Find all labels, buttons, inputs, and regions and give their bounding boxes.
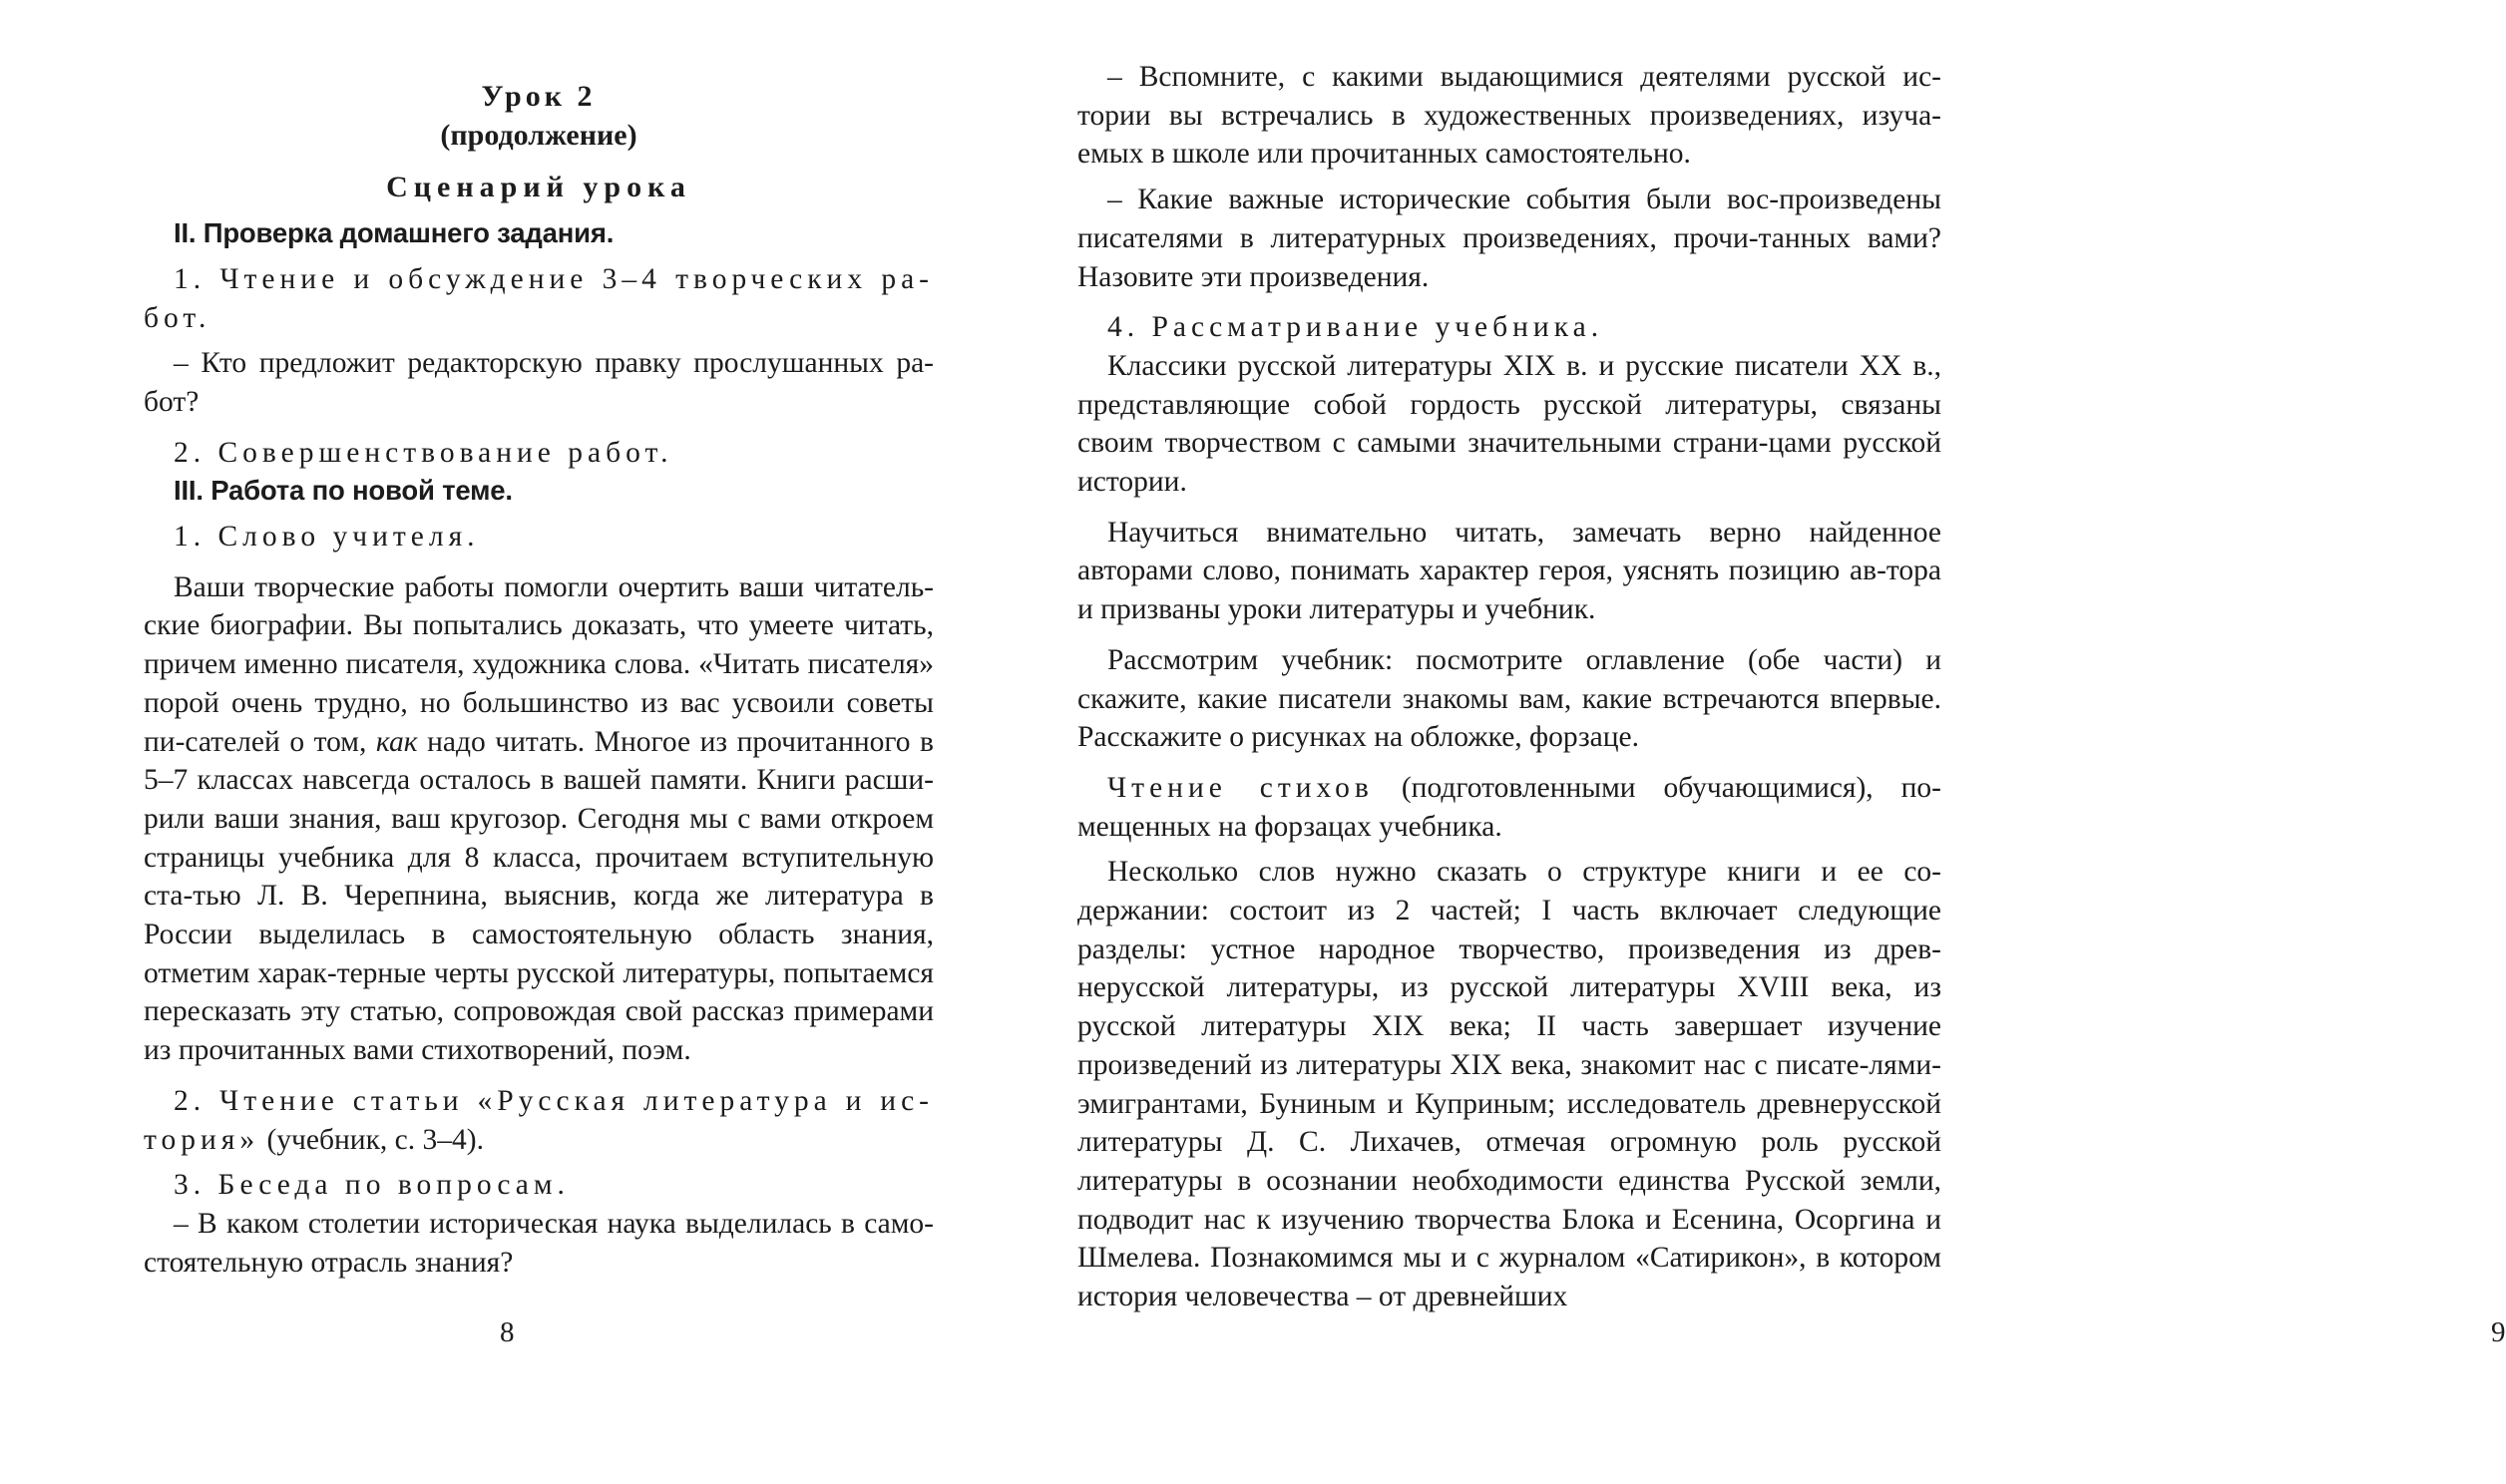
- paragraph-book-structure: Несколько слов нужно сказать о структуре книги и ее со-держании: состоит из 2 частей; I часть включает следующие разделы: устное народное творчество, произведения из древ-нерусской литературы, из русской литературы XVIII века, из русской литературы XIX века; II часть завершает изучение произведений из литературы XIX века, знакомит нас с писате-лями-эмигрантами, Буниным и Куприным; исследователь древнерусской литературы Д. С. Лихачев, отмечая огромную роль русской литературы в осознании необходимости единства Русской земли, подводит нас к изучению творчества Блока и Есенина, Осоргина и Шмелева. Познакомимся мы и с журналом «Сатирикон», в котором история человечества – от древнейших: [1077, 856, 1941, 1313]
- paragraph-reading-poems: [1077, 769, 1941, 846]
- teacher-text-part1: Ваши творческие работы помогли очертить ваши читатель-ские биографии. Вы попытались доказать, что умеете читать, причем именно писателя, художника слова. «Читать писателя» порой очень трудно, но большинство из вас усвоили советы пи-сателей о том,: [144, 570, 934, 758]
- right-page-text: [1077, 58, 1941, 1316]
- left-page: [0, 0, 998, 1484]
- item-teacher-word: 1. Слово учителя.: [174, 521, 480, 554]
- emphasized-word: как: [375, 725, 418, 758]
- question-historical-figures: – Вспомните, с какими выдающимися деятелями русской ис-тории вы встречались в художественных произведениях, изуча-емых в школе или прочитанных самостоятельно.: [1077, 61, 1941, 171]
- page-number: 8: [500, 1316, 515, 1348]
- reading-poems-tail: (подготовленными обучающимися), по-мещенных на форзацах учебника.: [1077, 771, 1942, 843]
- lesson-title: Урок 2: [481, 80, 597, 113]
- lesson-subtitle: (продолжение): [440, 118, 637, 152]
- item-conversation: 3. Беседа по вопросам.: [174, 1169, 570, 1202]
- right-page: [998, 0, 2506, 1484]
- item-reading-article-spaced: 2. Чтение статьи «Русская литература и ис-тория»: [144, 1084, 934, 1156]
- item-improving-works: 2. Совершенствование работ.: [174, 436, 673, 469]
- paragraph-learn-reading: Научиться внимательно читать, замечать верно найденное авторами слово, понимать характер героя, уяснять позицию ав-тора и призваны уроки литературы и учебник.: [1077, 516, 1941, 626]
- teacher-word-paragraph: [144, 568, 934, 1070]
- question-century: – В каком столетии историческая наука выделилась в само-стоятельную отрасль знания?: [144, 1207, 934, 1279]
- left-page-text: [144, 78, 934, 1282]
- paragraph-review-textbook: Рассмотрим учебник: посмотрите оглавление (обе части) и скажите, какие писатели знакомы вам, какие встречаются впервые. Расскажите о рисунках на обложке, форзаце.: [1077, 643, 1941, 754]
- section-heading-homework: II. Проверка домашнего задания.: [174, 217, 615, 249]
- teacher-text-part2: надо читать. Многое из прочитанного в 5–7 классах навсегда осталось в вашей памяти. Книги расши-рили ваши знания, ваш кругозор. Сегодня мы с вами откроем страницы учебника для 8 класса, прочитаем вступительную ста-тью Л. В. Черепнина, выяснив, когда же литература в России выделилась в самостоятельную область знания, отметим харак-терные черты русской литературы, попытаемся пересказать эту статью, сопровождая свой рассказ примерами из прочитанных вами стихотворений, поэм.: [144, 725, 934, 1067]
- item-reading-article-tail: (учебник, с. 3–4).: [266, 1123, 484, 1156]
- page-number: 9: [2491, 1316, 2506, 1348]
- item-reading-works: 1. Чтение и обсуждение 3–4 творческих ра-бот.: [144, 262, 934, 334]
- item-reading-article: [144, 1082, 934, 1159]
- question-editing: – Кто предложит редакторскую правку прослушанных ра-бот?: [144, 347, 934, 418]
- item-textbook-review: 4. Рассматривание учебника.: [1107, 311, 1604, 344]
- reading-poems-spaced: Чтение стихов: [1107, 771, 1374, 804]
- section-heading-new-topic: III. Работа по новой теме.: [174, 475, 513, 507]
- paragraph-classics: Классики русской литературы XIX в. и русские писатели XX в., представляющие собой гордость русской литературы, связаны своим творчеством с самыми значительными страни-цами русской истории.: [1077, 349, 1941, 499]
- scenario-title: Сценарий урока: [386, 171, 691, 204]
- question-historical-events: – Какие важные исторические события были вос-произведены писателями в литературных произведениях, прочи-танных вами? Назовите эти произведения.: [1077, 184, 1941, 293]
